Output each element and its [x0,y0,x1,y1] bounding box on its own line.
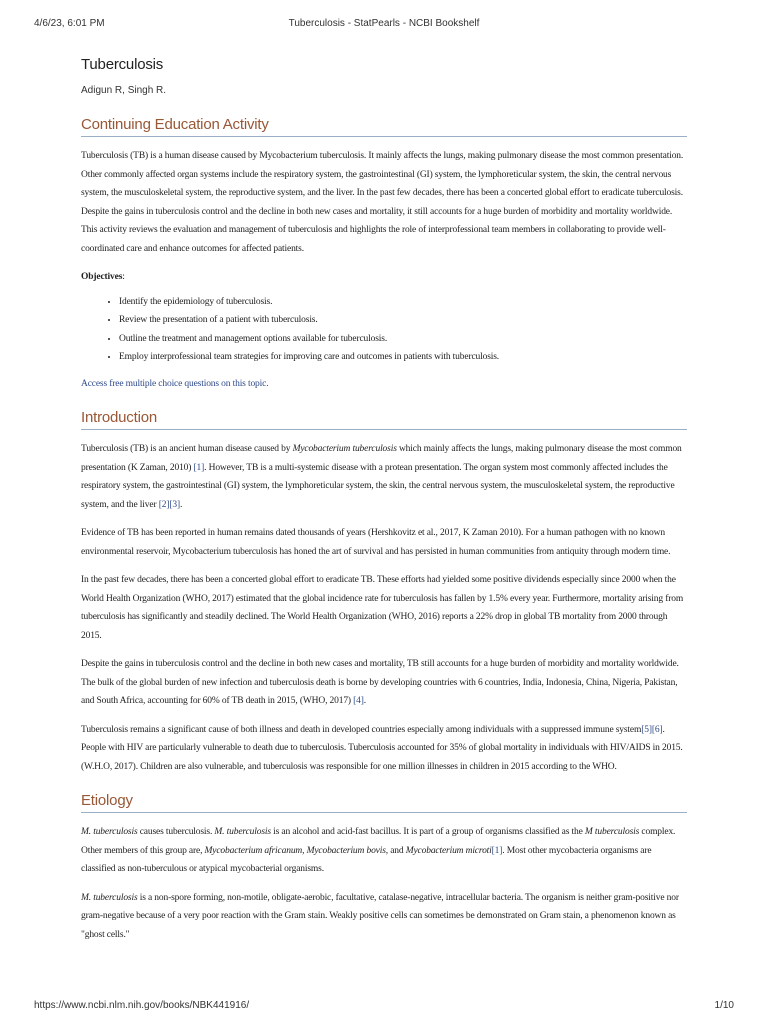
intro-paragraph-1: Tuberculosis (TB) is an ancient human disease caused by Mycobacterium tuberculosis which mainly affects the lungs, making pulmonary disease the most common presentation (K Zaman, 2010) [1]. However, TB is a multi-systemic disease with a protean presentation. The organ system most commonly affected includes the respiratory system, the gastrointestinal (GI) system, the lymphoreticular system, the skin, the central nervous system, the musculoskeletal system, the reproductive system, and the liver [2][3]. [81,444,682,510]
section-heading-etiology: Etiology [81,792,687,813]
intro-paragraph-4: Despite the gains in tuberculosis control and the decline in both new cases and mortality, TB still accounts for a huge burden of morbidity and mortality worldwide. The bulk of the global burden of new infection and tuberculosis death is borne by developing countries with 6 countries, India, Indonesia, China, Nigeria, Pakistan, and South Africa, accounting for 60% of TB death in 2015, (WHO, 2017) [4]. [81,659,679,706]
reference-link-5[interactable]: [5] [641,724,652,735]
print-footer [34,1000,734,1014]
reference-link-4[interactable]: [4] [353,696,364,706]
print-header [34,18,734,32]
objectives-label: Objectives: [81,272,125,282]
objectives-list [81,293,687,367]
etiology-paragraph-2: M. tuberculosis is a non-spore forming, non-motile, obligate-aerobic, facultative, catalase-negative, intracellular bacteria. The organism is neither gram-positive nor gram-negative because of a very poor reaction with the Gram stain. Weakly positive cells can sometimes be demonstrated on Gram stain, a phenomenon known as "ghost cells." [81,892,679,940]
ce-paragraph: Tuberculosis (TB) is a human disease caused by Mycobacterium tuberculosis. It mainly affects the lungs, making pulmonary disease the most common presentation. Other commonly affected organ systems include the respiratory system, the gastrointestinal (GI) system, the lymphoreticular system, the skin, the central nervous system, the musculoskeletal system, the reproductive system, and the liver. In the past few decades, there has been a concerted global effort to eradicate tuberculosis. Despite the gains in tuberculosis control and the decline in both new cases and mortality, it still accounts for a huge burden of morbidity and mortality worldwide. This activity reviews the evaluation and management of tuberculosis and highlights the role of interprofessional team members in collaborating to provide well-coordinated care and enhance outcomes for affected patients. [81,151,684,254]
article-authors: Adigun R, Singh R. [81,85,167,96]
article-title: Tuberculosis [81,56,164,73]
article-content [81,56,687,960]
print-page-number: 1/10 [714,1000,734,1011]
mcq-link[interactable]: Access free multiple choice questions on this topic. [81,378,269,389]
section-heading-introduction: Introduction [81,409,687,430]
reference-link-2[interactable]: [2] [158,499,170,510]
print-datetime: 4/6/23, 6:01 PM [34,18,105,29]
reference-link-3[interactable]: [3] [169,499,180,510]
intro-paragraph-5: Tuberculosis remains a significant cause of both illness and death in developed countries especially among individuals with a suppressed immune system[5][6]. People with HIV are particularly vulnerable to death due to tuberculosis. Tuberculosis accounted for 35% of global mortality in individuals with HIV/AIDS in 2015. (W.H.O, 2017). Children are also vulnerable, and tuberculosis was responsible for one million illnesses in children in 2015 according to the WHO. [81,724,683,772]
reference-link-1[interactable]: [1] [193,462,205,473]
objective-item: • Employ interprofessional team strategies for improving care and outcomes in patients with tuberculosis. [119,348,687,367]
intro-paragraph-2: Evidence of TB has been reported in human remains dated thousands of years (Hershkovitz et al., 2017, K Zaman 2010). For a human pathogen with no known environmental reservoir, Mycobacterium tuberculosis has honed the art of survival and has persisted in human communities from antiquity through modern time. [81,528,671,557]
section-introduction [81,409,687,776]
reference-link-1[interactable]: [1] [491,845,503,856]
mcq-link-paragraph [81,375,687,394]
objective-item: • Review the presentation of a patient with tuberculosis. [119,311,687,330]
etiology-paragraph-1: M. tuberculosis causes tuberculosis. M. tuberculosis is an alcohol and acid-fast bacillus. It is part of a group of organisms classified as the M tuberculosis complex. Other members of this group are, Mycobacterium africanum, Mycobacterium bovis, and Mycobacterium microti[1]. Most other mycobacteria organisms are classified as non-tuberculous or atypical mycobacterial organisms. [81,827,676,874]
reference-link-6[interactable]: [6] [651,724,663,735]
objective-item: • Outline the treatment and management options available for tuberculosis. [119,330,687,349]
intro-paragraph-3: In the past few decades, there has been a concerted global effort to eradicate TB. These efforts had yielded some positive dividends especially since 2000 when the World Health Organization (WHO, 2017) estimated that the global incidence rate for tuberculosis has fallen by 1.5% every year. Furthermore, mortality arising from tuberculosis has significantly and steadily declined. The World Health Organization (WHO, 2016) reports a 22% drop in global TB mortality from 2000 through 2015. [81,575,684,641]
objective-item: • Identify the epidemiology of tuberculosis. [119,293,687,312]
section-continuing-education [81,116,687,393]
print-page-title: Tuberculosis - StatPearls - NCBI Bookshelf [288,18,480,29]
section-etiology [81,792,687,944]
section-heading-continuing-education: Continuing Education Activity [81,116,687,137]
print-url: https://www.ncbi.nlm.nih.gov/books/NBK441916/ [34,1000,250,1011]
